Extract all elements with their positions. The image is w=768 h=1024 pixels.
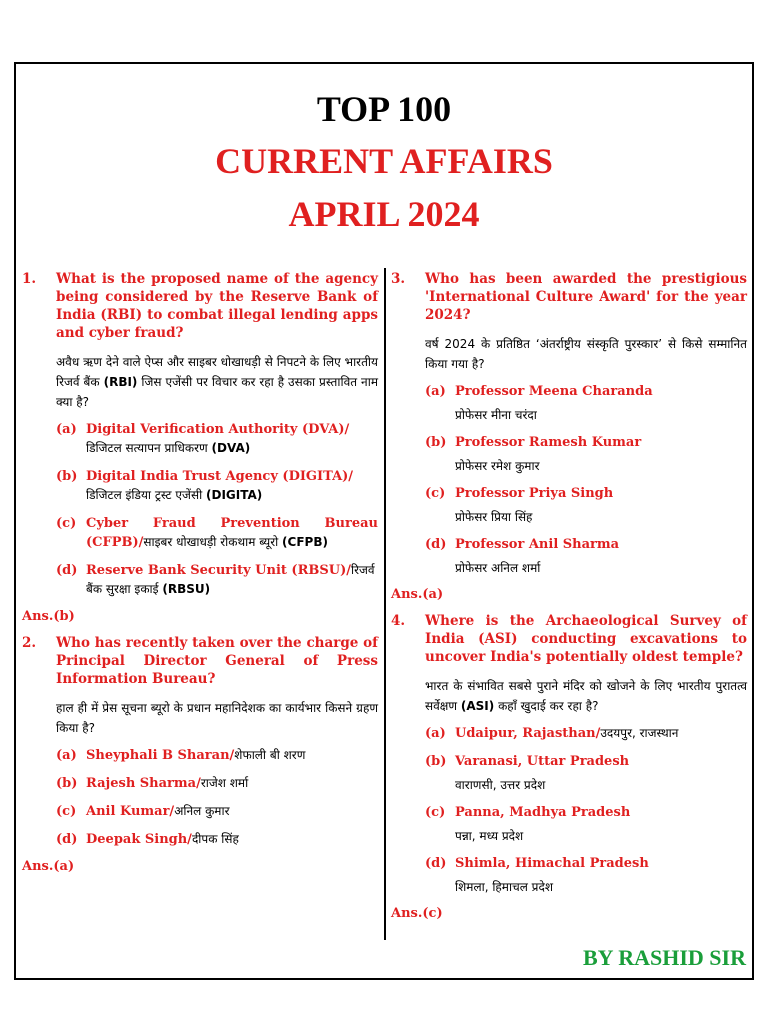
option-label: (a) [56, 748, 77, 763]
question-text: Who has recently taken over the charge of Principal Director General of Press Information Bureau? [56, 635, 378, 687]
option-label: (c) [425, 486, 446, 501]
question-text: Where is the Archaeological Survey of India (ASI) conducting excavations to uncover India's potentially oldest temple? [425, 613, 747, 665]
question-1 [22, 270, 378, 626]
option-c: (c) Cyber Fraud Prevention Bureau (CFPB)/साइबर धोखाधड़ी रोकथाम ब्यूरो (CFPB) [22, 514, 378, 552]
question-text-hindi: वर्ष 2024 के प्रतिष्ठित ‘अंतर्राष्ट्रीय संस्कृति पुरस्कार’ से किसे सम्मानित किया गया है? [425, 337, 747, 371]
question-4 [391, 612, 747, 923]
option-label: (b) [56, 776, 78, 791]
option-c: (c) Panna, Madhya Pradesh [391, 803, 747, 822]
option-a-hindi: प्रोफेसर मीना चरंदा [455, 408, 537, 422]
option-label: (d) [425, 537, 447, 552]
option-label: (b) [425, 435, 447, 450]
option-b: (b) Digital India Trust Agency (DIGITA)/डिजिटल इंडिया ट्रस्ट एजेंसी (DIGITA) [22, 467, 378, 505]
option-label: (c) [56, 804, 77, 819]
author-byline: BY RASHID SIR [582, 945, 746, 970]
option-b: (b) Varanasi, Uttar Pradesh [391, 752, 747, 771]
right-column [391, 270, 747, 931]
option-label: (b) [56, 469, 78, 484]
question-text: Who has been awarded the prestigious 'International Culture Award' for the year 2024? [425, 271, 747, 323]
option-b-hindi: प्रोफेसर रमेश कुमार [455, 459, 540, 473]
option-d-hindi: प्रोफेसर अनिल शर्मा [455, 561, 541, 575]
question-number: 1. [22, 271, 37, 287]
option-a: (a) Digital Verification Authority (DVA)/डिजिटल सत्यापन प्राधिकरण (DVA) [22, 420, 378, 458]
title-top-100: TOP 100 [316, 89, 452, 129]
option-c-hindi: प्रोफेसर प्रिया सिंह [455, 510, 533, 524]
option-label: (a) [425, 384, 446, 399]
option-label: (b) [425, 754, 447, 769]
option-d: (d) Reserve Bank Security Unit (RBSU)/रिजर्व बैंक सुरक्षा इकाई (RBSU) [22, 561, 378, 599]
option-b: (b) Professor Ramesh Kumar [391, 433, 747, 452]
title-april-2024: APRIL 2024 [288, 194, 480, 234]
question-3 [391, 270, 747, 604]
question-text-hindi: भारत के संभावित सबसे पुराने मंदिर को खोजने के लिए भारतीय पुरातत्व सर्वेक्षण (ASI) कहाँ खुदाई कर रहा है? [425, 679, 747, 713]
option-label: (c) [425, 805, 446, 820]
column-divider [384, 268, 386, 940]
option-label: (d) [56, 563, 78, 578]
question-number: 3. [391, 271, 406, 287]
question-text-hindi: अवैध ऋण देने वाले ऐप्स और साइबर धोखाधड़ी से निपटने के लिए भारतीय रिजर्व बैंक (RBI) जिस एजेंसी पर विचार कर रहा है उसका प्रस्तावित नाम क्या है? [56, 355, 378, 409]
question-number: 4. [391, 613, 406, 629]
option-label: (a) [56, 422, 77, 437]
option-d: (d) Professor Anil Sharma [391, 535, 747, 554]
option-c-hindi: पन्ना, मध्य प्रदेश [455, 829, 524, 843]
answer: Ans.(a) [391, 587, 444, 602]
option-d-hindi: शिमला, हिमाचल प्रदेश [455, 880, 554, 894]
option-label: (c) [56, 516, 77, 531]
answer: Ans.(c) [391, 906, 443, 921]
option-a: (a) Sheyphali B Sharan/शेफाली बी शरण [22, 746, 378, 765]
question-2 [22, 634, 378, 876]
option-label: (d) [56, 832, 78, 847]
question-text-hindi: हाल ही में प्रेस सूचना ब्यूरो के प्रधान महानिदेशक का कार्यभार किसने ग्रहण किया है? [56, 701, 378, 735]
option-label: (a) [425, 726, 446, 741]
option-a: (a) Udaipur, Rajasthan/उदयपुर, राजस्थान [391, 724, 747, 743]
option-a: (a) Professor Meena Charanda [391, 382, 747, 401]
option-b: (b) Rajesh Sharma/राजेश शर्मा [22, 774, 378, 793]
option-d: (d) Shimla, Himachal Pradesh [391, 854, 747, 873]
answer: Ans.(b) [22, 609, 75, 624]
option-d: (d) Deepak Singh/दीपक सिंह [22, 830, 378, 849]
option-c: (c) Anil Kumar/अनिल कुमार [22, 802, 378, 821]
question-number: 2. [22, 635, 37, 651]
option-label: (d) [425, 856, 447, 871]
title-current-affairs: CURRENT AFFAIRS [215, 141, 553, 181]
left-column [22, 270, 378, 884]
option-b-hindi: वाराणसी, उत्तर प्रदेश [455, 778, 546, 792]
answer: Ans.(a) [22, 859, 75, 874]
question-text: What is the proposed name of the agency being considered by the Reserve Bank of India (RBI) to combat illegal lending apps and cyber fraud? [56, 271, 378, 341]
option-c: (c) Professor Priya Singh [391, 484, 747, 503]
